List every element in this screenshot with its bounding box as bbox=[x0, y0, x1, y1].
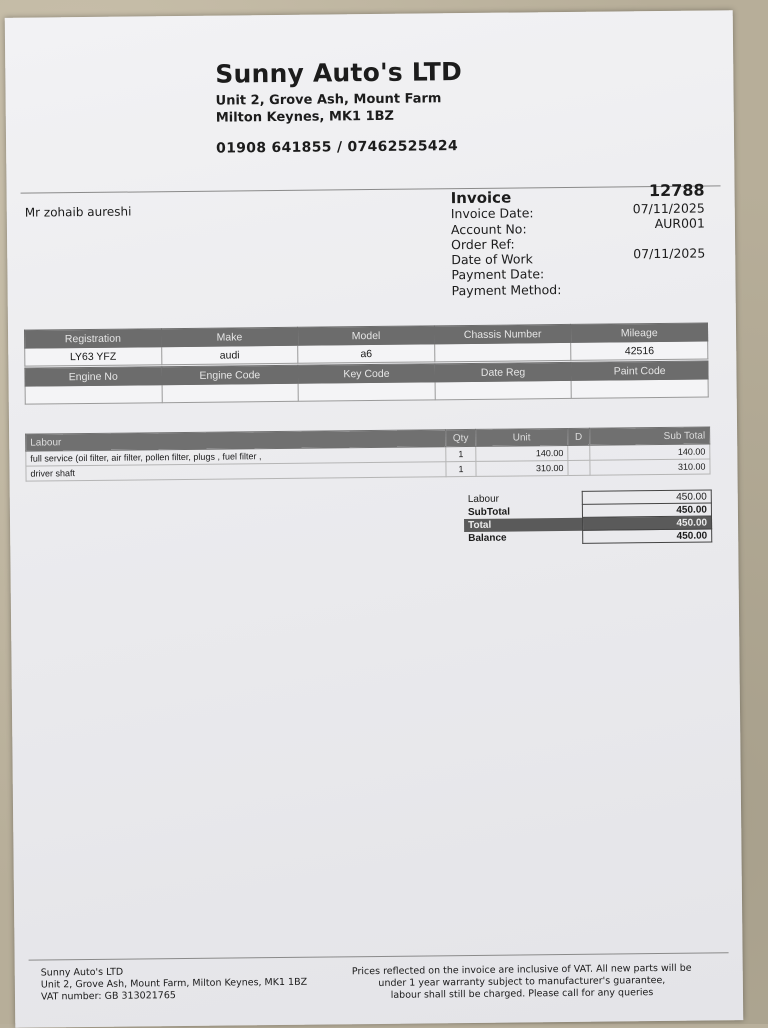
key-code-value bbox=[298, 382, 435, 401]
labour-total-label: Labour bbox=[467, 493, 499, 505]
total-value: 450.00 bbox=[582, 516, 711, 530]
labour-unit: 140.00 bbox=[476, 445, 568, 461]
date-reg-header: Date Reg bbox=[435, 362, 572, 381]
account-no-value: AUR001 bbox=[654, 215, 705, 232]
totals-table bbox=[464, 489, 713, 545]
invoice-number: 12788 bbox=[648, 180, 705, 201]
mileage-value: 42516 bbox=[571, 341, 708, 360]
model-header: Model bbox=[298, 326, 435, 345]
footer-terms-note bbox=[341, 963, 703, 1003]
labour-subtotal: 310.00 bbox=[590, 459, 710, 475]
chassis-number-header: Chassis Number bbox=[434, 324, 571, 343]
invoice-paper bbox=[5, 10, 744, 1028]
labour-discount bbox=[568, 460, 590, 475]
company-name: Sunny Auto's LTD bbox=[215, 57, 463, 89]
company-address-line-2: Milton Keynes, MK1 1BZ bbox=[215, 108, 395, 126]
registration-header: Registration bbox=[25, 329, 162, 348]
labour-description: driver shaft bbox=[26, 462, 446, 481]
paint-code-value bbox=[571, 379, 708, 398]
engine-no-value bbox=[25, 385, 162, 404]
balance-value: 450.00 bbox=[583, 529, 712, 543]
company-address-line-1: Unit 2, Grove Ash, Mount Farm bbox=[215, 91, 442, 109]
discount-header: D bbox=[568, 428, 590, 445]
footer-note-line-1: Prices reflected on the invoice are inclusive of VAT. All new parts will be bbox=[351, 962, 692, 978]
footer-note-line-2: under 1 year warranty subject to manufacturer's guarantee, bbox=[378, 974, 666, 989]
paint-code-header: Paint Code bbox=[571, 361, 708, 380]
customer-name: Mr zohaib aureshi bbox=[24, 204, 132, 220]
footer-vat-number: VAT number: GB 313021765 bbox=[40, 990, 176, 1003]
mileage-header: Mileage bbox=[571, 323, 708, 342]
engine-code-value bbox=[162, 383, 299, 402]
labour-subtotal: 140.00 bbox=[590, 444, 710, 460]
key-code-header: Key Code bbox=[298, 364, 435, 383]
registration-value: LY63 YFZ bbox=[25, 347, 162, 366]
footer-divider bbox=[29, 952, 729, 960]
footer-company-address: Unit 2, Grove Ash, Mount Farm, Milton Keynes, MK1 1BZ bbox=[40, 976, 308, 991]
labour-description: full service (oil filter, air filter, pollen filter, plugs , fuel filter , bbox=[26, 447, 446, 466]
payment-date-label: Payment Date: bbox=[451, 266, 545, 283]
footer-company-info bbox=[41, 965, 308, 1004]
payment-method-value bbox=[567, 278, 705, 279]
model-value: a6 bbox=[298, 344, 435, 363]
account-no-label: Account No: bbox=[450, 221, 527, 238]
engine-details-table bbox=[24, 360, 708, 404]
make-header: Make bbox=[161, 327, 298, 346]
balance-row bbox=[464, 529, 712, 545]
subtotal-label: SubTotal bbox=[467, 506, 511, 518]
qty-header: Qty bbox=[446, 429, 476, 446]
footer-note-line-3: labour shall still be charged. Please call for any queries bbox=[390, 987, 654, 1001]
labour-total-value: 450.00 bbox=[582, 490, 711, 504]
engine-no-header: Engine No bbox=[25, 367, 162, 386]
balance-label: Balance bbox=[468, 532, 507, 544]
labour-table bbox=[25, 426, 710, 481]
invoice-date-value: 07/11/2025 bbox=[632, 200, 705, 217]
date-reg-value bbox=[435, 380, 572, 399]
footer-company-name: Sunny Auto's LTD bbox=[40, 966, 124, 979]
labour-qty: 1 bbox=[446, 461, 476, 476]
order-ref-label: Order Ref: bbox=[451, 236, 515, 253]
payment-method-label: Payment Method: bbox=[451, 282, 562, 299]
labour-qty: 1 bbox=[446, 446, 476, 461]
engine-code-header: Engine Code bbox=[161, 365, 298, 384]
vehicle-details-table bbox=[24, 322, 708, 366]
date-of-work-value: 07/11/2025 bbox=[633, 245, 706, 262]
chassis-number-value bbox=[434, 342, 571, 361]
date-of-work-label: Date of Work bbox=[451, 251, 533, 268]
unit-header: Unit bbox=[476, 428, 568, 446]
company-phone: 01908 641855 / 07462525424 bbox=[216, 138, 459, 157]
make-value: audi bbox=[161, 345, 298, 364]
labour-unit: 310.00 bbox=[476, 460, 568, 476]
invoice-date-label: Invoice Date: bbox=[450, 205, 534, 222]
total-label: Total bbox=[464, 517, 583, 531]
labour-discount bbox=[568, 445, 590, 460]
invoice-title: Invoice bbox=[450, 188, 512, 208]
subtotal-value: 450.00 bbox=[582, 503, 711, 517]
subtotal-header: Sub Total bbox=[590, 427, 710, 445]
labour-header: Labour bbox=[26, 430, 446, 451]
